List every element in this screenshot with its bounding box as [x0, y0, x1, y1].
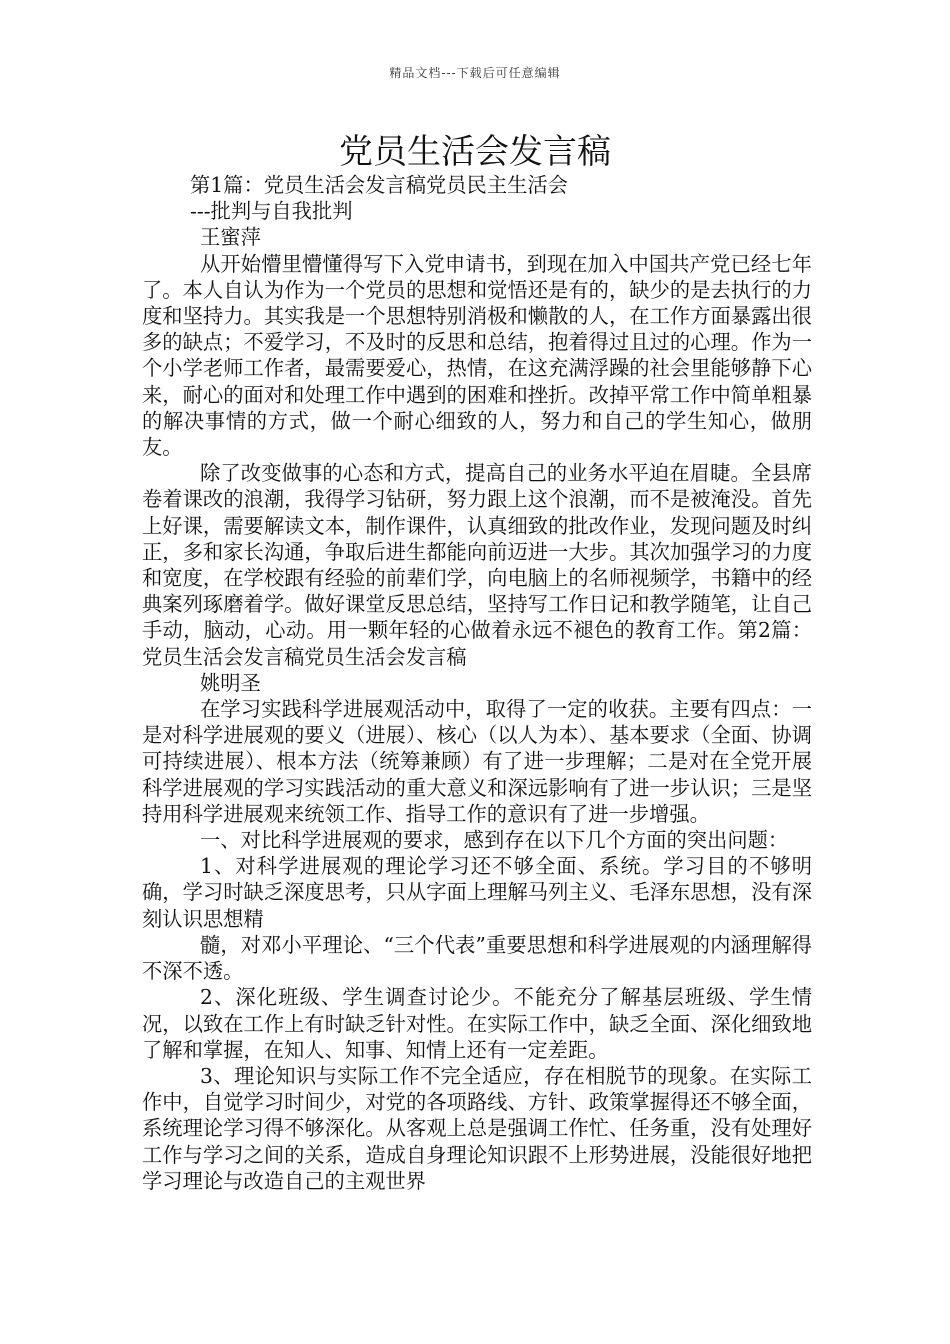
document-body	[142, 172, 812, 1194]
document-title: 党员生活会发言稿	[339, 132, 611, 172]
paragraph: 3、理论知识与实际工作不完全适应，存在相脱节的现象。在实际工作中，自觉学习时间少，对党的各项路线、方针、政策掌握得还不够全面，系统理论学习得不够深化。从客观上总是强调工作忙、任务重，没有处理好工作与学习之间的关系，造成自身理论知识跟不上形势进展，没能很好地把学习理论与改造自己的主观世界	[142, 1063, 812, 1193]
author-name-1: 王蜜萍	[200, 225, 261, 250]
paragraph: 除了改变做事的心态和方式，提高自己的业务水平迫在眉睫。全县席卷着课改的浪潮，我得学习钻研，努力跟上这个浪潮，而不是被淹没。首先上好课，需要解读文本，制作课件，认真细致的批改作业，发现问题及时纠正，多和家长沟通，争取后进生都能向前迈进一大步。其次加强学习的力度和宽度，在学校跟有经验的前辈们学，向电脑上的名师视频学，书籍中的经典案列琢磨着学。做好课堂反思总结，坚持写工作日记和教学随笔，让自己手动，脑动，心动。用一颗年轻的心做着永远不褪色的教育工作。第2篇：党员生活会发言稿党员生活会发言稿	[142, 461, 812, 669]
section-subtitle-1: ---批判与自我批判	[190, 199, 353, 224]
paragraph: 2、深化班级、学生调查讨论少。不能充分了解基层班级、学生情况，以致在工作上有时缺乏针对性。在实际工作中，缺乏全面、深化细致地了解和掌握，在知人、知事、知情上还有一定差距。	[142, 985, 812, 1062]
paragraph: 在学习实践科学进展观活动中，取得了一定的收获。主要有四点：一是对科学进展观的要义（进展）、核心（以人为本）、基本要求（全面、协调可持续进展）、根本方法（统筹兼顾）有了进一步理解；二是对在全党开展科学进展观的学习实践活动的重大意义和深远影响有了进一步认识；三是坚持用科学进展观来统领工作、指导工作的意识有了进一步增强。	[142, 697, 812, 826]
paragraph: 1、对科学进展观的理论学习还不够全面、系统。学习目的不够明确，学习时缺乏深度思考，只从字面上理解马列主义、毛泽东思想，没有深刻认识思想精	[142, 854, 812, 931]
header-note: 精品文档---下载后可任意编辑	[389, 66, 561, 80]
paragraph: 髓，对邓小平理论、“三个代表”重要思想和科学进展观的内涵理解得不深不透。	[142, 932, 812, 984]
paragraph: 一、对比科学进展观的要求，感到存在以下几个方面的突出问题：	[200, 828, 789, 853]
author-name-2: 姚明圣	[200, 670, 261, 695]
paragraph: 从开始懵里懵懂得写下入党申请书，到现在加入中国共产党已经七年了。本人自认为作为一个党员的思想和觉悟还是有的，缺少的是去执行的力度和坚持力。其实我是一个思想特别消极和懒散的人，在工作方面暴露出很多的缺点；不爱学习，不及时的反思和总结，抱着得过且过的心理。作为一个小学老师工作者，最需要爱心，热情，在这充满浮躁的社会里能够静下心来，耐心的面对和处理工作中遇到的困难和挫折。改掉平常工作中简单粗暴的解决事情的方式，做一个耐心细致的人，努力和自己的学生知心，做朋友。	[142, 251, 812, 460]
section-heading-1: 第1篇：党员生活会发言稿党员民主生活会	[190, 173, 568, 197]
